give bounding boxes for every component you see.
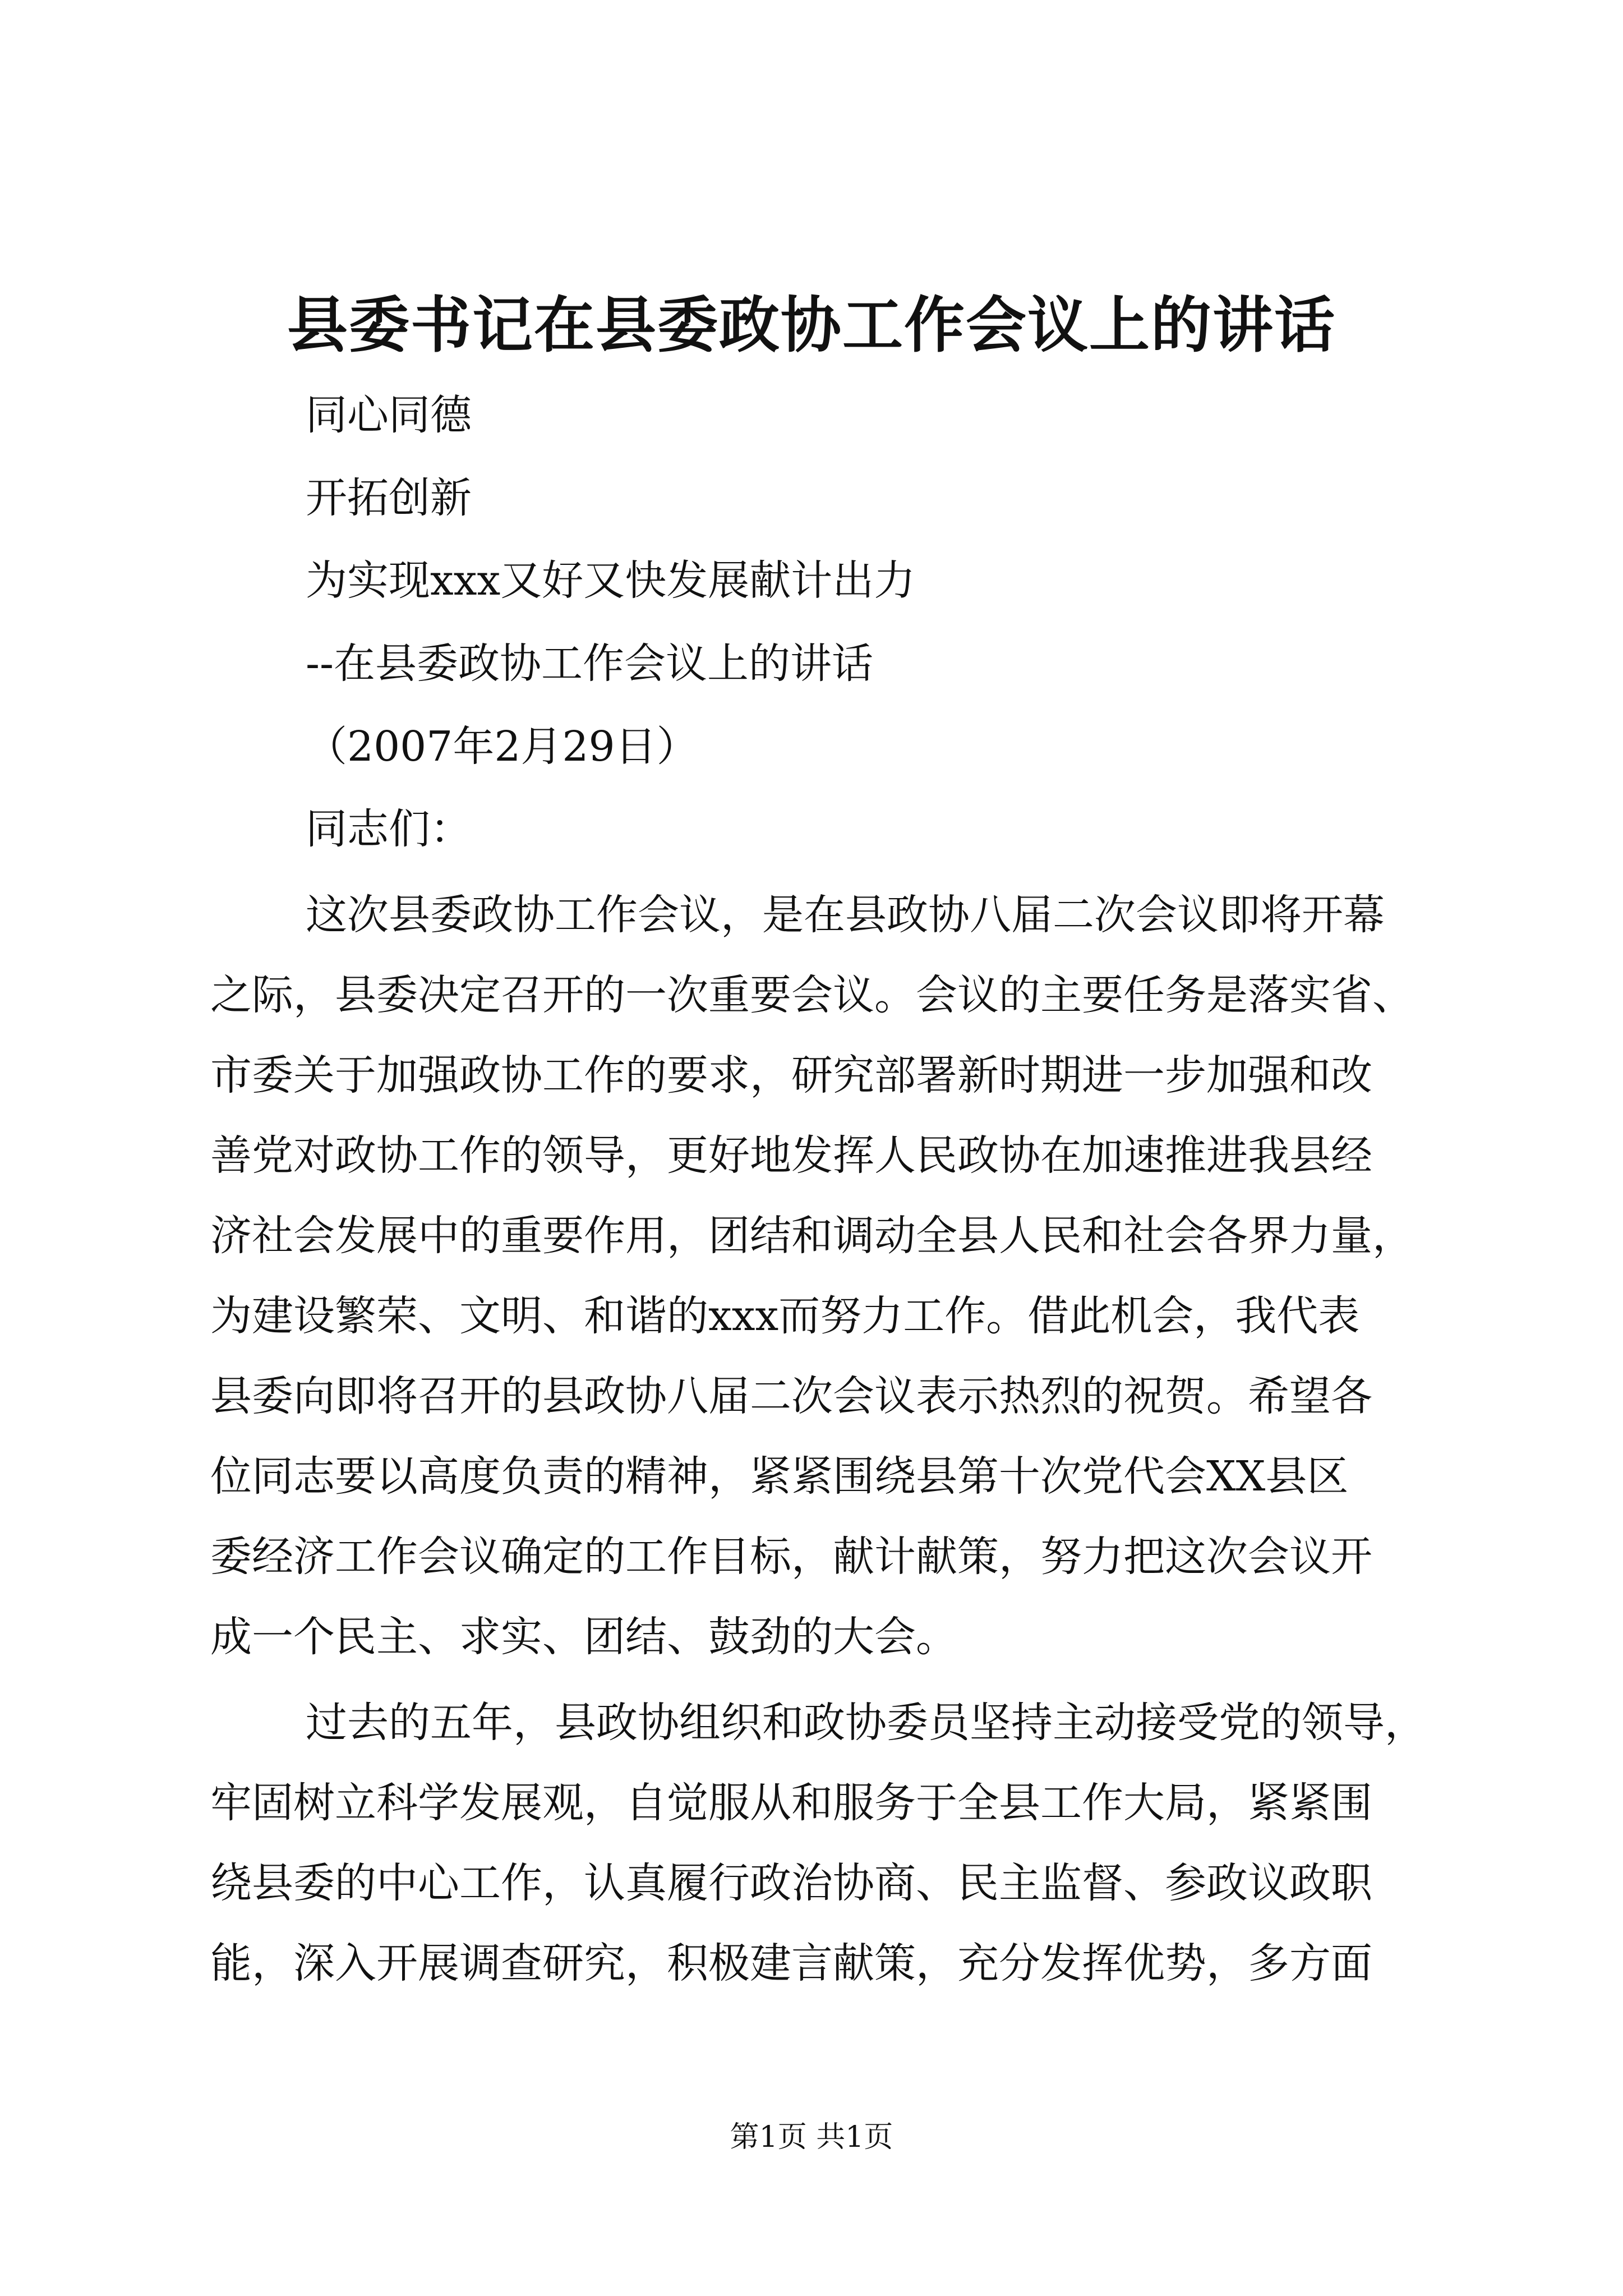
paragraph-1-line: 善党对政协工作的领导，更好地发挥人民政协在加速推进我县经 [210,1131,1372,1180]
salutation: 同志们： [306,805,472,853]
paragraph-1-line: 位同志要以高度负责的精神，紧紧围绕县第十次党代会XX县区 [210,1452,1349,1501]
paragraph-1-line: 为建设繁荣、文明、和谐的xxx而努力工作。借此机会，我代表 [210,1292,1360,1340]
paragraph-2-line: 能，深入开展调查研究，积极建言献策，充分发挥优势，多方面 [210,1939,1372,1987]
paragraph-1-line: 委经济工作会议确定的工作目标，献计献策，努力把这次会议开 [210,1533,1372,1581]
subline-3: 为实现xxx又好又快发展献计出力 [306,556,916,605]
page-footer: 第1页 共1页 [730,2120,893,2154]
subline-2: 开拓创新 [306,474,472,522]
paragraph-2-line: 牢固树立科学发展观，自觉服从和服务于全县工作大局，紧紧围 [210,1779,1372,1827]
paragraph-2-line: 过去的五年，县政协组织和政协委员坚持主动接受党的领导， [306,1699,1426,1747]
paragraph-2-line: 绕县委的中心工作，认真履行政治协商、民主监督、参政议政职 [210,1859,1372,1907]
subline-date: （2007年2月29日） [306,723,698,771]
paragraph-1-line: 济社会发展中的重要作用，团结和调动全县人民和社会各界力量， [210,1212,1414,1260]
paragraph-1 [210,875,1416,1677]
subline-1: 同心同德 [306,391,472,439]
paragraph-2 [210,1683,1426,2004]
paragraph-1-line: 县委向即将召开的县政协八届二次会议表示热烈的祝贺。希望各 [210,1372,1372,1420]
document-title: 县委书记在县委政协工作会议上的讲话 [287,290,1336,361]
paragraph-1-line: 市委关于加强政协工作的要求，研究部署新时期进一步加强和改 [210,1051,1372,1099]
paragraph-1-line: 这次县委政协工作会议，是在县政协八届二次会议即将开幕 [306,891,1385,939]
subline-4: --在县委政协工作会议上的讲话 [306,639,874,688]
paragraph-1-line: 之际，县委决定召开的一次重要会议。会议的主要任务是落实省、 [210,971,1414,1019]
paragraph-1-line: 成一个民主、求实、团结、鼓劲的大会。 [210,1613,957,1661]
